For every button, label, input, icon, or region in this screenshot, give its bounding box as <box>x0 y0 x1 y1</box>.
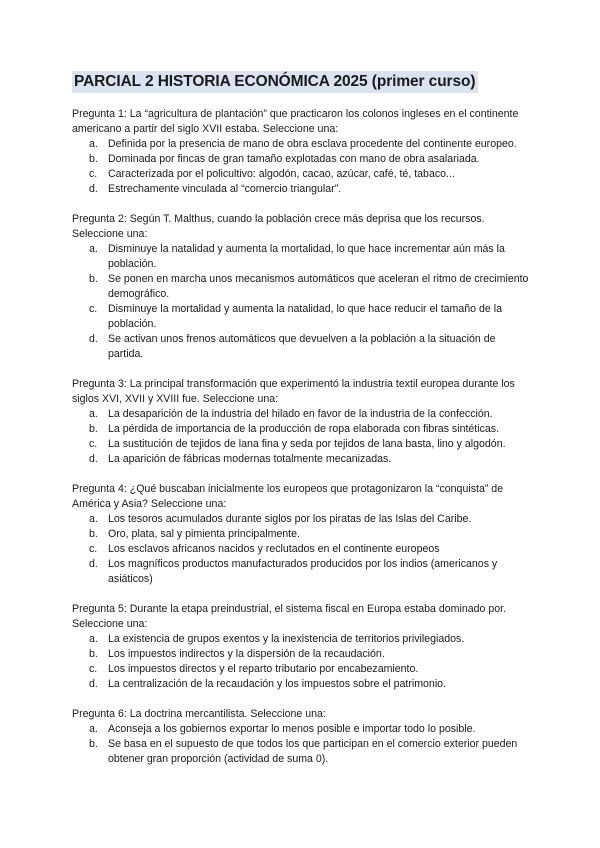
question-list <box>72 107 532 782</box>
option-list <box>72 242 532 362</box>
option-text: La existencia de grupos exentos y la inexistencia de territorios privilegiados. <box>108 633 465 645</box>
answer-option <box>72 137 532 152</box>
option-text: Los esclavos africanos nacidos y reclutados en el continente europeos <box>108 543 440 555</box>
option-letter: a. <box>89 408 98 420</box>
option-letter: a. <box>89 513 98 525</box>
answer-option <box>72 242 532 272</box>
option-letter: a. <box>89 138 98 150</box>
option-list <box>72 407 532 467</box>
option-text: La pérdida de importancia de la producción de ropa elaborada con fibras sintéticas. <box>108 423 500 435</box>
option-list <box>72 512 532 587</box>
question-text: Pregunta 4: ¿Qué buscaban inicialmente los europeos que protagonizaron la “conquista” de América y Asia? Seleccione una: <box>72 483 504 510</box>
option-letter: c. <box>89 543 98 555</box>
answer-option <box>72 167 532 182</box>
answer-option <box>72 302 532 332</box>
answer-option <box>72 182 532 197</box>
option-letter: a. <box>89 723 98 735</box>
option-text: Definida por la presencia de mano de obra esclava procedente del continente europeo. <box>108 138 517 150</box>
option-text: Disminuye la mortalidad y aumenta la natalidad, lo que hace reducir el tamaño de la población. <box>108 303 502 330</box>
option-text: Estrechamente vinculada al “comercio triangular”. <box>108 183 342 195</box>
option-text: Oro, plata, sal y pimienta principalmente. <box>108 528 300 540</box>
option-letter: d. <box>89 678 98 690</box>
answer-option <box>72 452 532 467</box>
option-letter: c. <box>89 663 98 675</box>
option-text: Los tesoros acumulados durante siglos por los piratas de las Islas del Caribe. <box>108 513 472 525</box>
option-letter: d. <box>89 183 98 195</box>
question-5 <box>72 602 532 692</box>
option-letter: a. <box>89 243 98 255</box>
answer-option <box>72 737 532 767</box>
answer-option <box>72 527 532 542</box>
option-letter: b. <box>89 153 98 165</box>
option-list <box>72 137 532 197</box>
option-letter: d. <box>89 453 98 465</box>
option-letter: b. <box>89 273 98 285</box>
question-text: Pregunta 3: La principal transformación que experimentó la industria textil europea durante los siglos XVI, XVII y XVIII fue. Seleccione una: <box>72 378 515 405</box>
question-text: Pregunta 6: La doctrina mercantilista. Seleccione una: <box>72 708 326 720</box>
question-4 <box>72 482 532 587</box>
option-letter: b. <box>89 528 98 540</box>
answer-option <box>72 152 532 167</box>
option-letter: b. <box>89 648 98 660</box>
option-text: La centralización de la recaudación y los impuestos sobre el patrimonio. <box>108 678 447 690</box>
answer-option <box>72 722 532 737</box>
option-text: Se basa en el supuesto de que todos los que participan en el comercio exterior pueden obtener gran proporción (actividad de suma 0). <box>108 738 518 765</box>
answer-option <box>72 437 532 452</box>
option-text: Aconseja a los gobiernos exportar lo menos posible e importar todo lo posible. <box>108 723 476 735</box>
option-letter: b. <box>89 423 98 435</box>
question-text: Pregunta 1: La “agricultura de plantación” que practicaron los colonos ingleses en el continente americano a partir del siglo XVII estaba. Seleccione una: <box>72 108 519 135</box>
option-text: La aparición de fábricas modernas totalmente mecanizadas. <box>108 453 392 465</box>
document-title: PARCIAL 2 HISTORIA ECONÓMICA 2025 (primer curso) <box>72 71 478 93</box>
answer-option <box>72 422 532 437</box>
option-list <box>72 632 532 692</box>
option-letter: d. <box>89 558 98 570</box>
question-3 <box>72 377 532 467</box>
option-text: Caracterizada por el policultivo: algodón, cacao, azúcar, café, té, tabaco... <box>108 168 455 180</box>
option-text: Los impuestos directos y el reparto tributario por encabezamiento. <box>108 663 419 675</box>
option-text: Los magníficos productos manufacturados producidos por los indios (americanos y asiáticos) <box>108 558 498 585</box>
option-text: Se activan unos frenos automáticos que devuelven a la población a la situación de partida. <box>108 333 496 360</box>
answer-option <box>72 542 532 557</box>
answer-option <box>72 662 532 677</box>
answer-option <box>72 632 532 647</box>
question-6 <box>72 707 532 767</box>
answer-option <box>72 557 532 587</box>
answer-option <box>72 332 532 362</box>
option-letter: a. <box>89 633 98 645</box>
option-list <box>72 722 532 767</box>
question-text: Pregunta 5: Durante la etapa preindustrial, el sistema fiscal en Europa estaba dominado por. Seleccione una: <box>72 603 507 630</box>
question-2 <box>72 212 532 362</box>
option-text: Los impuestos indirectos y la dispersión de la recaudación. <box>108 648 385 660</box>
answer-option <box>72 647 532 662</box>
option-text: Disminuye la natalidad y aumenta la mortalidad, lo que hace incrementar aún más la población. <box>108 243 505 270</box>
option-text: Dominada por fincas de gran tamaño explotadas con mano de obra asalariada. <box>108 153 480 165</box>
option-text: La desaparición de la industria del hilado en favor de la industria de la confección. <box>108 408 493 420</box>
answer-option <box>72 677 532 692</box>
option-letter: b. <box>89 738 98 750</box>
option-letter: c. <box>89 438 98 450</box>
question-1 <box>72 107 532 197</box>
answer-option <box>72 407 532 422</box>
option-letter: d. <box>89 333 98 345</box>
answer-option <box>72 512 532 527</box>
option-text: Se ponen en marcha unos mecanismos automáticos que aceleran el ritmo de crecimiento demográfico. <box>108 273 529 300</box>
option-letter: c. <box>89 303 98 315</box>
question-text: Pregunta 2: Según T. Malthus, cuando la población crece más deprisa que los recursos. Seleccione una: <box>72 213 485 240</box>
option-letter: c. <box>89 168 98 180</box>
option-text: La sustitución de tejidos de lana fina y seda por tejidos de lana basta, lino y algodón. <box>108 438 506 450</box>
answer-option <box>72 272 532 302</box>
